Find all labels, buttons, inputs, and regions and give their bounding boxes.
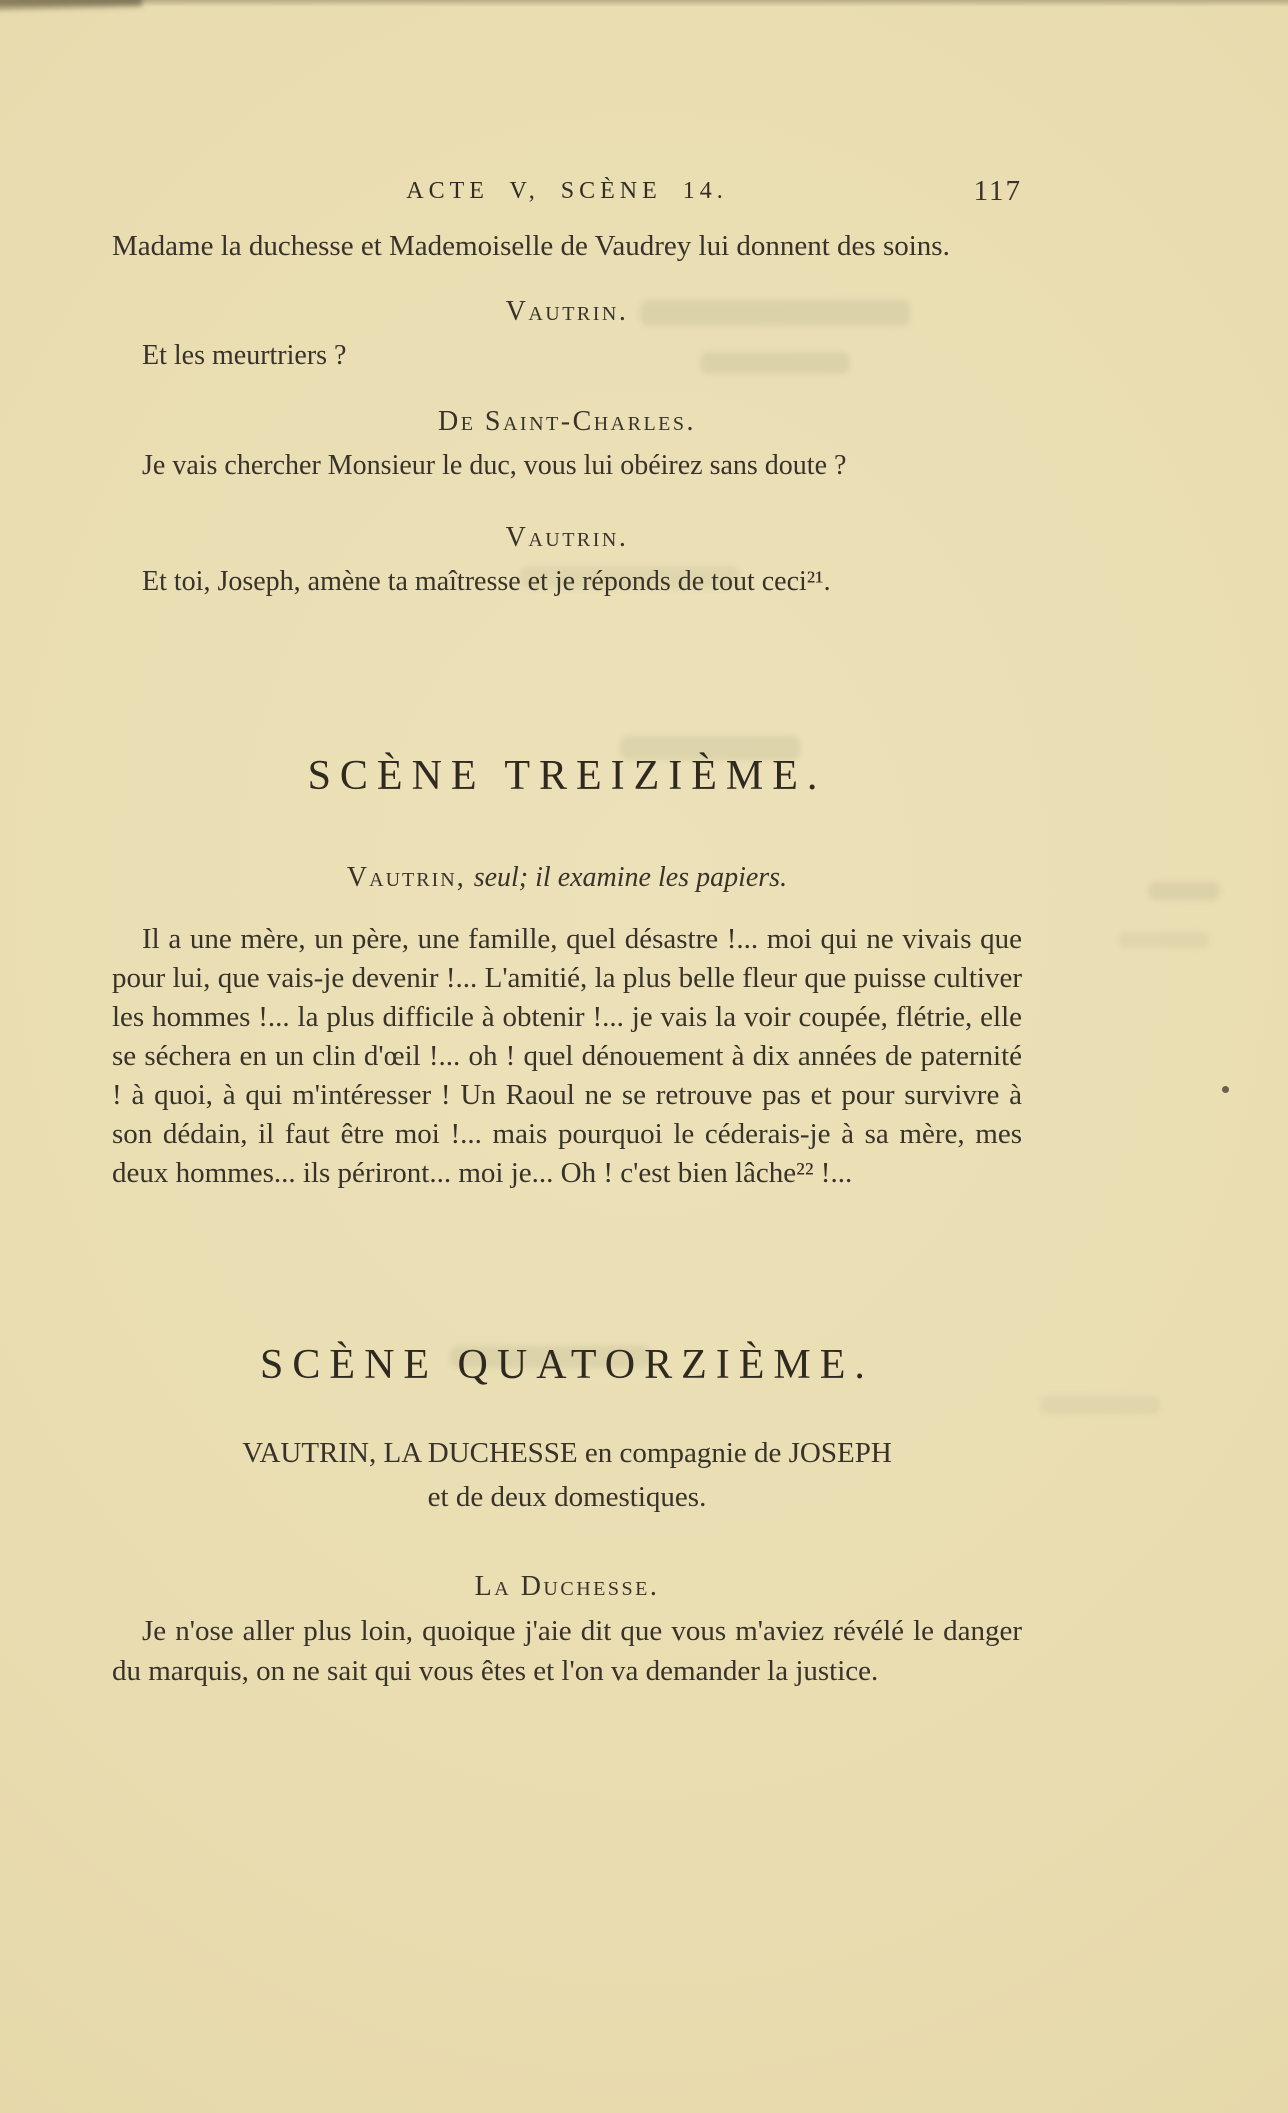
cast-line-1: VAUTRIN, LA DUCHESSE en compagnie de JOSEPH (242, 1437, 892, 1469)
dialogue-line-1: Et les meurtriers ? (142, 340, 347, 371)
dialogue-line-2: Je vais chercher Monsieur le duc, vous lui obéirez sans doute ? (142, 450, 847, 481)
cast-list (112, 1431, 1022, 1519)
dialogue-paragraph-duchesse: Je n'ose aller plus loin, quoique j'aie dit que vous m'aviez révélé le danger du marquis, on ne sait qui vous êtes et l'on va demander la justice. (112, 1615, 1022, 1687)
opening-fragment: Madame la duchesse et Mademoiselle de Vaudrey lui donnent des soins. (112, 230, 950, 262)
speaker-heading-duchesse: La Duchesse. (474, 1571, 660, 1602)
speaker-heading-vautrin-2: Vautrin. (505, 522, 629, 553)
stage-direction-speaker: Vautrin, (346, 862, 466, 893)
scene-14-heading: SCÈNE QUATORZIÈME. (260, 1342, 874, 1388)
stage-direction (112, 862, 1022, 894)
show-through-mark (1148, 882, 1220, 900)
running-title: ACTE V, SCÈNE 14. (406, 178, 728, 204)
dialogue-line-3: Et toi, Joseph, amène ta maîtresse et je réponds de tout ceci²¹. (142, 566, 831, 597)
running-head (112, 175, 1022, 212)
scan-edge-shadow (0, 0, 1288, 7)
speaker-heading-saint-charles: De Saint-Charles. (437, 406, 697, 437)
speaker-heading-vautrin-1: Vautrin. (505, 296, 629, 327)
ink-speck (1222, 1086, 1229, 1093)
cast-line-2: et de deux domestiques. (427, 1481, 707, 1513)
scan-corner-smudge (0, 0, 142, 10)
show-through-mark (1118, 932, 1210, 948)
show-through-mark (1040, 1396, 1160, 1414)
scene-13-heading: SCÈNE TREIZIÈME. (307, 753, 827, 799)
text-column (112, 175, 1022, 1691)
monologue-paragraph: Il a une mère, un père, une famille, quel désastre !... moi qui ne vivais que pour lui, que vais-je devenir !... L'amitié, la plus belle fleur que puisse cultiver les hommes !... la plus difficile à obtenir !... je vais la voir coupée, flétrie, elle se séchera en un clin d'œil !... oh ! quel dénouement à dix années de paternité ! à quoi, à qui m'intéresser ! Un Raoul ne se retrouve pas et pour survivre à son dédain, il faut être moi !... mais pourquoi le céderais-je à sa mère, mes deux hommes... ils périront... moi je... Oh ! c'est bien lâche²² !... (112, 923, 1022, 1189)
page-number: 117 (973, 175, 1022, 207)
stage-direction-text: seul; il examine les papiers. (473, 862, 788, 893)
